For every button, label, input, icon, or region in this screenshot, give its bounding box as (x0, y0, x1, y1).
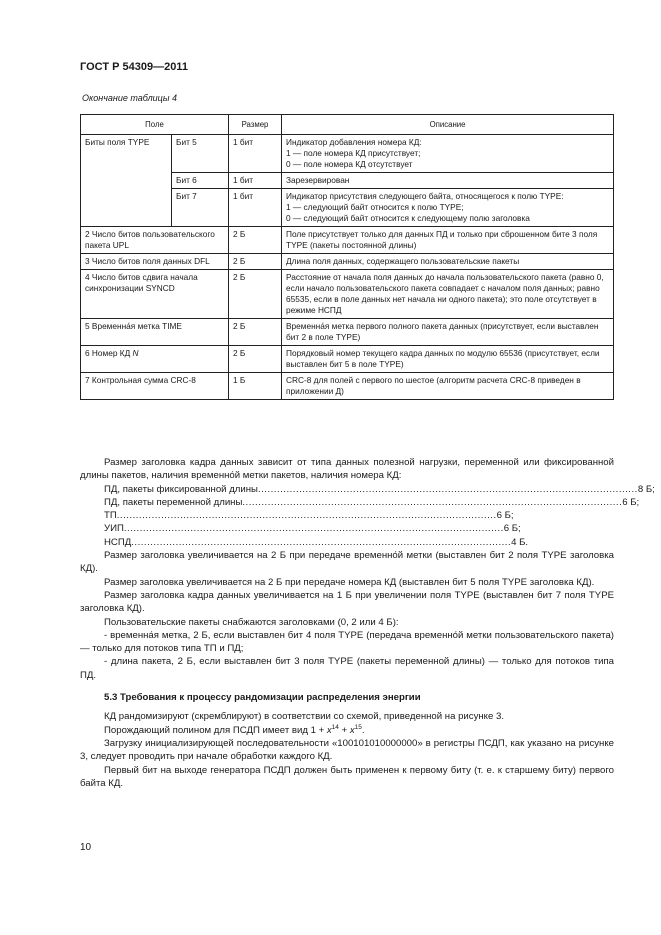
size-list-item (104, 522, 521, 535)
paragraph: Размер заголовка увеличивается на 2 Б при передаче временно́й метки (выставлен бит 2 поля TYPE заголовка КД). (80, 550, 614, 575)
field-cell: 5 Временна́я метка TIME (81, 319, 229, 346)
size-cell: 1 бит (229, 135, 282, 173)
polynomial-text: . (361, 724, 365, 736)
table-row (81, 319, 614, 346)
polynomial-exponent: 14 (331, 723, 339, 731)
paragraph: Пользовательские пакеты снабжаются заголовками (0, 2 или 4 Б): (104, 616, 399, 628)
description-cell: Порядковый номер текущего кадра данных по модулю 65536 (присутствует, если выставлен бит 5 в поле TYPE) (282, 346, 614, 373)
leader-dots: ........................................................................................................................ (257, 483, 638, 495)
spec-table (80, 114, 614, 400)
polynomial-variable: x (349, 724, 355, 736)
polynomial-variable: x (326, 724, 332, 736)
page-number: 10 (80, 842, 92, 853)
field-cell: 2 Число битов пользовательского пакета UPL (81, 227, 229, 254)
table-caption: Окончание таблицы 4 (82, 93, 177, 103)
bit-group-label: Биты поля TYPE (81, 135, 172, 227)
field-text: 6 Номер КД (85, 348, 133, 358)
field-variable: N (132, 348, 139, 358)
table-row (81, 373, 614, 400)
paragraph: Размер заголовка кадра данных увеличивается на 1 Б при увеличении поля TYPE (выставлен бит 7 поля TYPE заголовка КД). (80, 589, 614, 615)
paragraph: - временна́я метка, 2 Б, если выставлен бит 4 поля TYPE (передача временно́й метки пользовательского пакета) — только для потоков типа ТП и ПД; (80, 629, 614, 655)
polynomial-exponent: 15 (354, 723, 362, 731)
size-cell: 2 Б (229, 227, 282, 254)
paragraph: Первый бит на выходе генератора ПСДП должен быть применен к первому биту (т. е. к старшему биту) первого байта КД. (80, 764, 614, 789)
description-line: 0 — поле номера КД отсутствует (286, 159, 413, 169)
size-cell: 2 Б (229, 346, 282, 373)
paragraph: Размер заголовка увеличивается на 2 Б при передаче номера КД (выставлен бит 5 поля TYPE заголовка КД). (104, 576, 595, 588)
table-row (81, 227, 614, 254)
field-cell: 7 Контрольная сумма CRC-8 (81, 373, 229, 400)
description-cell (282, 135, 614, 173)
size-cell: 2 Б (229, 254, 282, 270)
description-line: Индикатор присутствия следующего байта, относящегося к полю TYPE: (286, 191, 564, 201)
description-cell (282, 189, 614, 227)
description-cell: Длина поля данных, содержащего пользовательские пакеты (282, 254, 614, 270)
size-list-item (104, 483, 655, 496)
size-cell: 1 Б (229, 373, 282, 400)
bit-cell: Бит 7 (172, 189, 229, 227)
paragraph: КД рандомизируют (скремблируют) в соответствии со схемой, приведенной на рисунке 3. (104, 711, 504, 723)
column-header-field: Поле (81, 115, 229, 135)
table-row (81, 346, 614, 373)
description-line: 1 — поле номера КД присутствует; (286, 148, 421, 158)
paragraph: Размер заголовка кадра данных зависит от типа данных полезной нагрузки, переменной или фиксированной длины пакетов, наличия временно́й метки пакетов, наличия номера КД: (80, 457, 614, 482)
description-line: Зарезервирован (286, 175, 350, 185)
column-header-description: Описание (282, 115, 614, 135)
column-header-size: Размер (229, 115, 282, 135)
polynomial-text: + (338, 724, 350, 736)
leader-dots: ........................................................................................................................ (123, 523, 504, 535)
paragraph: Загрузку инициализирующей последовательности «100101010000000» в регистры ПСДП, как указано на рисунке 3, следует проводить при начале обработки каждого КД. (80, 737, 614, 763)
table-row (81, 135, 614, 173)
paragraph (80, 724, 614, 737)
description-cell: Расстояние от начала поля данных до начала пользовательского пакета (равно 0, если начало пользовательского пакета совпадает с началом поля данных; равно 65535, если в поле данных нет начала ни одного пакета); это поле отсутствует в режиме НСПД (282, 270, 614, 319)
polynomial-text: Порождающий полином для ПСДП имеет вид 1 + (104, 724, 327, 736)
size-list-item (104, 496, 640, 509)
size-cell: 1 бит (229, 189, 282, 227)
table-row (81, 270, 614, 319)
field-cell: 4 Число битов сдвига начала синхронизации SYNCD (81, 270, 229, 319)
size-cell: 2 Б (229, 270, 282, 319)
table-header-row (81, 115, 614, 135)
size-value: 6 Б; (503, 523, 521, 535)
size-label: ПД, пакеты фиксированной длины (104, 483, 258, 495)
description-line: 1 — следующий байт относится к полю TYPE; (286, 202, 464, 212)
leader-dots: ........................................................................................................................ (242, 496, 623, 508)
size-label: ТП (104, 510, 117, 522)
leader-dots: ........................................................................................................................ (116, 510, 497, 522)
description-line: Индикатор добавления номера КД: (286, 137, 422, 147)
size-value: 8 Б; (637, 483, 655, 495)
size-label: ПД, пакеты переменной длины (104, 496, 243, 508)
paragraph: - длина пакета, 2 Б, если выставлен бит 3 поля TYPE (пакеты переменной длины) — только для потоков типа ПД. (80, 656, 614, 681)
size-label: УИП (104, 523, 124, 535)
size-list-item (104, 509, 514, 522)
size-cell: 1 бит (229, 173, 282, 189)
size-value: 4 Б. (511, 536, 529, 548)
size-value: 6 Б; (622, 496, 640, 508)
description-line: 0 — следующий байт относится к следующему полю заголовка (286, 213, 530, 223)
field-cell: 3 Число битов поля данных DFL (81, 254, 229, 270)
field-cell (81, 346, 229, 373)
leader-dots: ........................................................................................................................ (131, 536, 512, 548)
size-list-item (104, 536, 529, 549)
description-cell (282, 173, 614, 189)
body-text (80, 456, 655, 790)
bit-cell: Бит 5 (172, 135, 229, 173)
table-row (81, 254, 614, 270)
size-label: НСПД (104, 536, 132, 548)
description-cell: Поле присутствует только для данных ПД и только при сброшенном бите 3 поля TYPE (пакеты постоянной длины) (282, 227, 614, 254)
description-cell: Временна́я метка первого полного пакета данных (присутствует, если выставлен бит 2 в поле TYPE) (282, 319, 614, 346)
size-value: 6 Б; (496, 510, 514, 522)
description-cell: CRC-8 для полей с первого по шестое (алгоритм расчета CRC-8 приведен в приложении Д) (282, 373, 614, 400)
size-cell: 2 Б (229, 319, 282, 346)
bit-cell: Бит 6 (172, 173, 229, 189)
document-header: ГОСТ Р 54309—2011 (80, 61, 188, 73)
section-title: 5.3 Требования к процессу рандомизации распределения энергии (104, 692, 421, 704)
